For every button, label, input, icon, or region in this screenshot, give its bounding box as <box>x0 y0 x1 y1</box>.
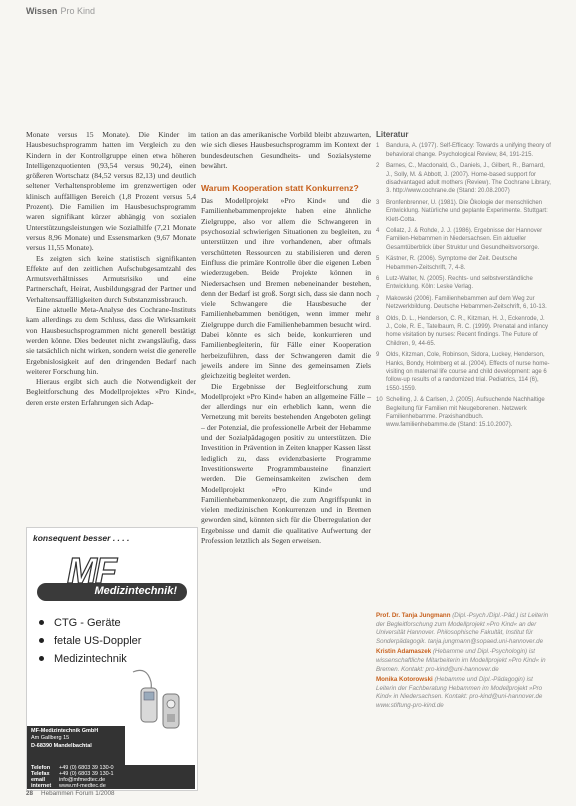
author-name: Prof. Dr. Tanja Jungmann <box>376 612 451 619</box>
literature-heading: Literatur <box>376 130 409 139</box>
author-description: (Hebamme und Dipl.-Psychologin) ist wissenschaftliche Mitarbeiterin im Modellprojekt »Pro Kind« in Bremen. Kontakt: pro-kind@uni-hannover.de <box>376 648 546 673</box>
author-bio <box>376 648 551 674</box>
header-brand: Wissen <box>26 6 58 16</box>
bullet-icon <box>39 638 44 643</box>
bullet-icon <box>39 620 44 625</box>
section-heading: Warum Kooperation statt Konkurrenz? <box>201 183 359 194</box>
author-bio <box>376 676 551 710</box>
paragraph: Hieraus ergibt sich auch die Notwendigkeit der Begleitforschung des Modellprojektes »Pro Kind«, deren erste ersten Erfahrungen sich Adap- <box>26 377 196 407</box>
paragraph: Eine aktuelle Meta-Analyse des Cochrane-Instituts kam allerdings zu dem Schluss, dass die Wirksamkeit von Hausbesuchsprogrammen nicht generell bestätigt werden könne. Dies bedeutet nicht zwangsläufig, dass sie tatsächlich nicht wirken, sondern weist die generelle Ergebnislosigkeit auf den dringenden Bedarf nach weiterer Forschung hin. <box>26 305 196 376</box>
page-header <box>26 6 95 16</box>
paragraph: Es zeigten sich keine statistisch signifikanten Effekte auf den zeitlichen Aufschubgesamtzahl des Armutsverhältnisses Armutsrisiko und eine Partnerschaft, Heirat, Ausbildungsgrad der Partner und Verhaltensauffälligkeiten durch Substanzmissbrauch. <box>26 253 196 304</box>
author-name: Kristin Adamaszek <box>376 648 432 656</box>
reference-item: 7 Makowski (2006). Familienhebammen auf dem Weg zur Netzwerkbildung. Deutsche Hebammen-Zeitschrift, 6, 10-13. <box>376 295 547 311</box>
ad-logo-letters: MF <box>67 550 115 591</box>
reference-item: 3 Bronfenbrenner, U. (1981). Die Ökologie der menschlichen Entwicklung. Natürliche und geplante Experimente. Stuttgart: Klett-Cotta. <box>376 199 548 223</box>
ad-contacts <box>27 765 195 789</box>
reference-list <box>376 142 551 430</box>
reference-item: 2 Barnes, C., Macdonald, G., Daniels, J., Gilbert, R., Barnard, J., Solly, M. & Abbott, J. (2007). Home-based support for disadvantaged adult mothers (Review). The Cochrane Library, 3. http://www.cochrane.de (Stand: 20.08.2007) <box>376 163 551 195</box>
ad-product: fetale US-Doppler <box>39 632 141 650</box>
ad-city: D-68390 Mandelbachtal <box>31 742 92 749</box>
paragraph: tation an das amerikanische Vorbild bleibt abzuwarten, wie sich dieses Hausbesuchsprogramm im Kontext der bundesdeutschen Gesundheits- und Sozialsysteme bewährt. <box>201 130 371 170</box>
reference-item: 1 Bandura, A. (1977). Self-Efficacy: Towards a unifying theory of behavioral change. Psychological Review, 84, 191-215. <box>376 143 551 158</box>
ad-contact-row: internet www.mf-medtec.de <box>31 783 106 789</box>
ad-company: MF-Medizintechnik GmbH <box>31 728 99 734</box>
ad-product: CTG - Geräte <box>39 614 141 632</box>
author-description: (Hebamme und Dipl.-Pädagogin) ist Leiterin der Fachberatung Hebammen im Modellprojekt »Pro Kind« in Niedersachsen. Kontakt: pro-kind@uni-hannover.de www.stiftung-pro-kind.de <box>376 676 543 709</box>
reference-item: 6 Lutz-Walter, N. (2005). Rechts- und selbstverständliche Entwicklung. Köln: Leske Verlag. <box>376 275 533 291</box>
page-number: 28 <box>26 790 34 797</box>
reference-item: 8 Olds, D. L., Henderson, C. R., Kitzman, H. J., Eckenrode, J. J., Cole, R. E., Tatelbaum, R. C. (1999). Prenatal and infancy home visitation by nurses: Recent findings. The Future of Children, 9, 44-65. <box>376 315 548 347</box>
paragraph: Die Ergebnisse der Begleitforschung zum Modellprojekt »Pro Kind« haben an allgemeine Fälle – der allerdings nur ein erheblich kann, wenn die Vernetzung mit bereits bestehenden Angeboten gelingt – der Potenzial, die professionelle Arbeit der Hebamme und der Sozialpädagogen positiv zu unterstützen. Die Investition in Prävention in Zeiten knapper Kassen lässt lediglich zu, dass evidenzbasierte Programme Investitionswerte Programmbausteine finanziert werden. Die Gemeinsamkeiten zwischen dem Modellprojekt »Pro Kind« und Familienhebammenkonzept, die zum Angriffspunkt in vielen medizinischen Konkurrenzen und in Bremen geworden sind, könnten sich für die Überregulation der Ergebnisse und damit die qualitative Aufwertung der Profession letztlich als Segen erweisen. <box>201 381 371 545</box>
ad-address <box>27 726 125 765</box>
article-column-1 <box>26 130 196 408</box>
reference-item: 10 Schelling, J. & Carlsen, J. (2005). Aufsuchende Nachhaltige Begleitung für Familien mit Neugeborenen. Netzwerk Familienhebamme. Praxishandbuch. www.familienhebamme.de (Stand: 15.10.2007). <box>376 397 545 429</box>
author-bios <box>376 612 551 713</box>
ad-tagline: konsequent besser . . . . <box>33 533 130 543</box>
author-bio <box>376 612 551 646</box>
reference-item: 5 Kästner, R. (2006). Symptome der Zeit. Deutsche Hebammen-Zeitschrift, 7, 4-8. <box>376 256 518 271</box>
paragraph: Das Modellprojekt »Pro Kind« und die Familienhebammenprojekte haben eine ähnliche Zielgruppe, also vor allem die Schwangeren in psychosozial schwierigen Situationen zu begleiten, zu unterstützen und ihre vorhandenen, aber oftmals verschütteten Ressourcen zu stabilisieren und deren Einfluss die primäre Kontrolle über die eigenen Leben wiederzugeben. Beide Projekte können in Niedersachsen und Bremen nebeneinander bestehen, denn der Bedarf ist groß. Sorgt sich, dass sie dann noch viele Schwangere die Hausbesuche der Familienhebammen benötigen, wenn immer mehr Zielgruppe durch die Familienhebammen besucht wird. Dabei könnte es sich beide, konkurrieren und Familienbegleiterin, für Fälle einer Kooperation herbeizuführen, dass der Schwangeren damit die jeweils andere im Sinne des gemeinsamen Ziels gleichzeitig begleitet werden. <box>201 196 371 381</box>
literature-column <box>376 130 551 433</box>
header-section: Pro Kind <box>60 6 95 16</box>
author-name: Monika Kotorowski <box>376 676 433 684</box>
publication-name: Hebammen Forum 1/2008 <box>41 790 115 797</box>
ad-logo <box>37 550 187 606</box>
page-footer <box>26 790 115 797</box>
ad-street: Am Gallberg 15 <box>31 735 70 742</box>
ad-product-list <box>39 614 141 668</box>
reference-item: 4 Collatz, J. & Rohde, J. J. (1986). Ergebnisse der Hannover Familien-Hebammen in Niedersachsen. Ein aktueller Gesamtüberblick über Struktur und Gesundheitsvorsorge. <box>376 227 543 251</box>
bullet-icon <box>39 656 44 661</box>
author-description: (Dipl.-Psych./Dipl.-Päd.) ist Leiterin der Begleitforschung zum Modellprojekt »Pro Kind« an der Universität Hannover. Philosophische Fakultät, Institut für Sonderpädagogik. tanja.jungmann@sopaed.uni-hannover.de <box>376 612 549 645</box>
ad-product: Medizintechnik <box>39 650 141 668</box>
ad-contact-row: Telefax +49 (0) 6803 39 130-1 <box>31 771 114 777</box>
ad-contact-row: Telefon +49 (0) 6803 39 130-0 <box>31 765 114 771</box>
ad-contact-row: email info@mfmedtec.de <box>31 777 106 783</box>
ad-logo-band: Medizintechnik! <box>37 583 187 601</box>
reference-item: 9 Olds, Kitzman, Cole, Robinson, Sidora, Luckey, Henderson, Hanks, Bondy, Holmberg et al. (2004). Effects of nurse home-visiting on maternal life course and child development: age 6 follow-up results of a randomized trial. Pediatrics, 114 (6), 1550-1559. <box>376 352 550 392</box>
paragraph: Monate versus 15 Monate). Die Kinder im Hausbesuchsprogramm hatten im Vergleich zu den Kindern in der Kontrollgruppe einen etwa höheren Intelligenzquotienten (93,54 versus 90,24), einen größeren Wortschatz (84,52 versus 82,13) und deutlich seltener Verhaltensprobleme im grenzwertigen oder klinisch auffälligen Bereich (1,8 Prozent versus 5,4 Prozent). Die Familien im Hausbesuchsprogramm waren signifikant kürzer abhängig von sozialen Unterstützungsleistungen wie Sozialhilfe (7,21 Monate versus 8,96 Monate) und Essensmarken (9,67 Monate versus 11,55 Monate). <box>26 130 196 253</box>
article-column-2 <box>201 130 371 546</box>
advertisement <box>26 527 198 791</box>
doppler-device-icon <box>127 664 187 734</box>
